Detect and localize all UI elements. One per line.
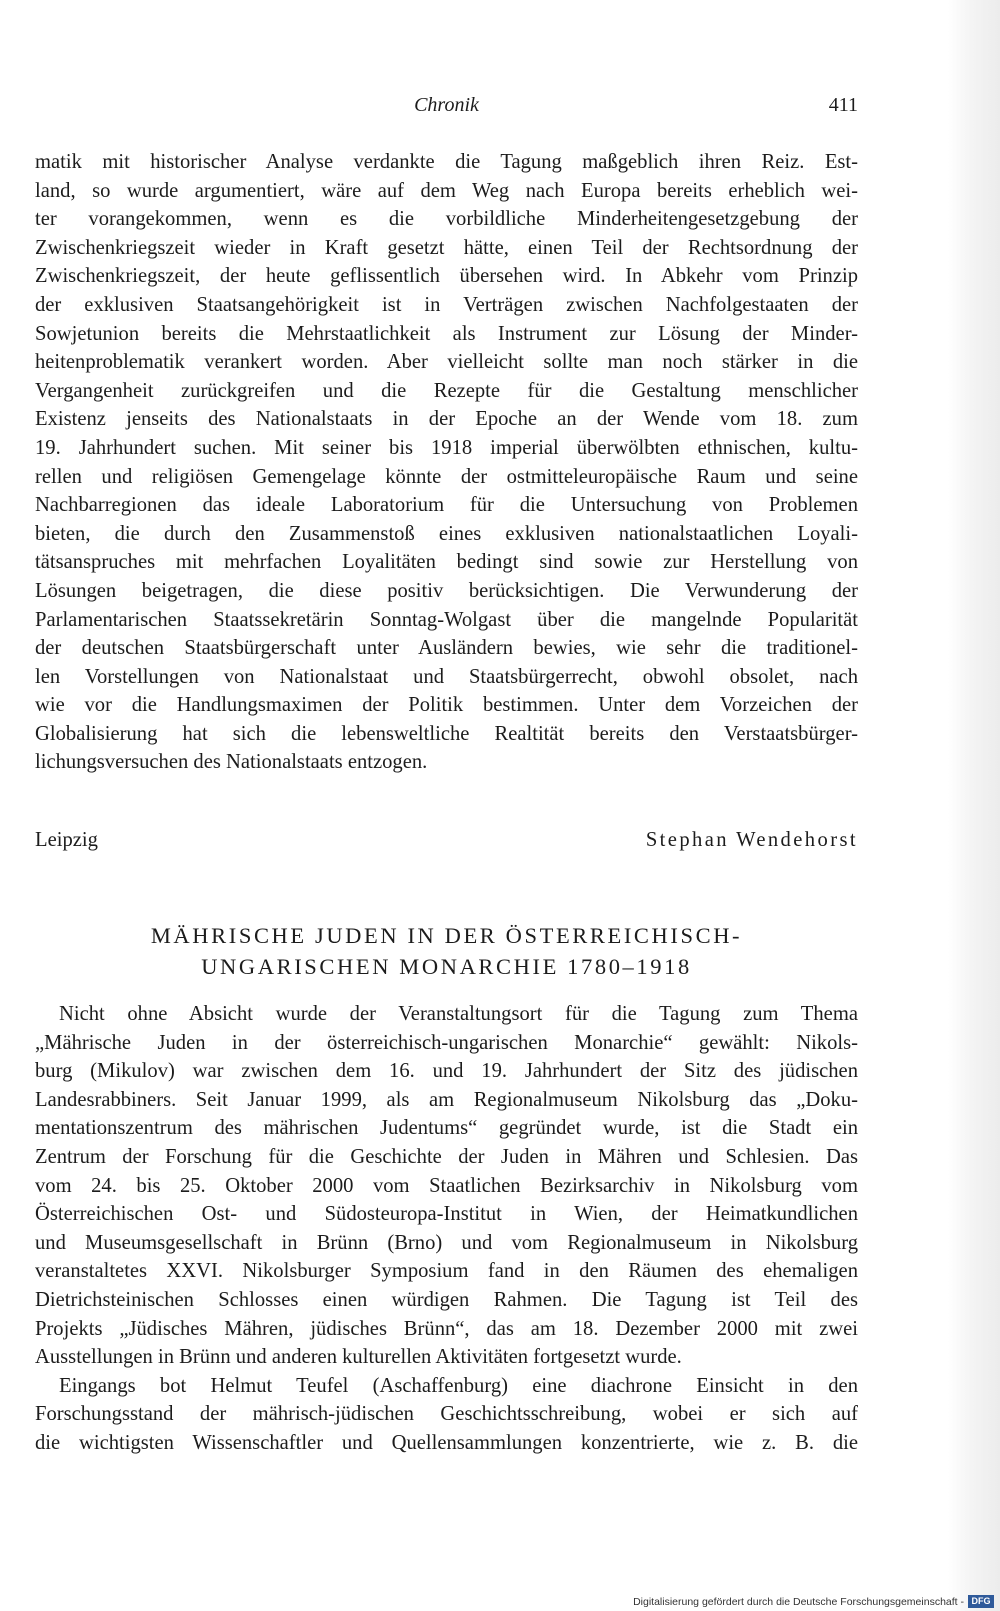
signature-place: Leipzig <box>35 829 98 851</box>
text-line: land, so wurde argumentiert, wäre auf dem Weg nach Europa bereits erheblich wei- <box>35 179 858 202</box>
text-line: Österreichischen Ost- und Südosteuropa-Institut in Wien, der Heimatkundlichen <box>35 1203 858 1226</box>
text-line: bieten, die durch den Zusammenstoß eines exklusiven nationalstaatlichen Loyali- <box>35 522 858 545</box>
text-line: Globalisierung hat sich die lebensweltliche Realtität bereits den Verstaatsbürger- <box>35 722 858 745</box>
text-line: mentationszentrum des mährischen Judentums“ gegründet wurde, ist die Stadt ein <box>35 1117 858 1140</box>
text-line: Zwischenkriegszeit wieder in Kraft gesetzt hätte, einen Teil der Rechtsordnung der <box>35 236 858 259</box>
section-title-line: MÄHRISCHE JUDEN IN DER ÖSTERREICHISCH- <box>150 923 743 948</box>
text-line: vom 24. bis 25. Oktober 2000 vom Staatlichen Bezirksarchiv in Nikolsburg vom <box>35 1174 858 1197</box>
signature-author: Stephan Wendehorst <box>645 829 858 851</box>
dfg-logo: DFG <box>968 1595 994 1608</box>
text-line: Existenz jenseits des Nationalstaats in der Epoche an der Wende vom 18. zum <box>35 408 858 431</box>
section-title <box>35 920 858 982</box>
text-line: heitenproblematik verankert worden. Aber vielleicht sollte man noch stärker in die <box>35 351 858 374</box>
article-signature <box>35 826 858 854</box>
section-title-line: UNGARISCHEN MONARCHIE 1780–1918 <box>201 954 692 979</box>
text-line: „Mährische Juden in der österreichisch-ungarischen Monarchie“ gewählt: Nikols- <box>35 1031 858 1054</box>
text-line: Zwischenkriegszeit, der heute geflissentlich übersehen wird. In Abkehr vom Prinzip <box>35 265 858 288</box>
text-line: Dietrichsteinischen Schlosses einen würdigen Rahmen. Die Tagung ist Teil des <box>35 1288 858 1311</box>
text-line: Sowjetunion bereits die Mehrstaatlichkeit als Instrument zur Lösung der Minder- <box>35 322 858 345</box>
text-line: Eingangs bot Helmut Teufel (Aschaffenburg) eine diachrone Einsicht in den <box>59 1374 858 1397</box>
text-line: tätsanspruches mit mehrfachen Loyalitäten bedingt sind sowie zur Herstellung von <box>35 551 858 574</box>
text-line: matik mit historischer Analyse verdankte die Tagung maßgeblich ihren Reiz. Est- <box>35 151 858 173</box>
text-line: Landesrabbiners. Seit Januar 1999, als am Regionalmuseum Nikolsburg das „Doku- <box>35 1088 858 1111</box>
text-line: Nicht ohne Absicht wurde der Veranstaltungsort für die Tagung zum Thema <box>59 1003 858 1025</box>
continuation-paragraph <box>35 148 858 777</box>
text-line: 19. Jahrhundert suchen. Mit seiner bis 1918 imperial überwölbten ethnischen, kultu- <box>35 436 858 459</box>
text-line: Forschungsstand der mährisch-jüdischen Geschichtsschreibung, wobei er sich auf <box>35 1403 858 1426</box>
page-header <box>35 92 858 122</box>
running-head: Chronik <box>414 94 479 116</box>
text-line: Parlamentarischen Staatssekretärin Sonntag-Wolgast über die mangelnde Popularität <box>35 608 858 631</box>
text-line: ter vorangekommen, wenn es die vorbildliche Minderheitengesetzgebung der <box>35 208 858 231</box>
section-body <box>35 1000 858 1458</box>
text-line: Vergangenheit zurückgreifen und die Rezepte für die Gestaltung menschlicher <box>35 379 858 402</box>
text-line: lichungsversuchen des Nationalstaats entzogen. <box>35 751 428 774</box>
text-line: Ausstellungen in Brünn und anderen kulturellen Aktivitäten fortgesetzt wurde. <box>35 1346 682 1369</box>
text-line: Lösungen beigetragen, die diese positiv berücksichtigen. Die Verwunderung der <box>35 579 858 602</box>
page-number: 411 <box>828 94 858 116</box>
text-line: der deutschen Staatsbürgerschaft unter Ausländern bewies, wie sehr die traditionel- <box>35 637 858 660</box>
scan-edge-shadow <box>948 0 1000 1611</box>
text-line: burg (Mikulov) war zwischen dem 16. und 19. Jahrhundert der Sitz des jüdischen <box>35 1060 858 1083</box>
text-line: Nachbarregionen das ideale Laboratorium für die Untersuchung von Problemen <box>35 494 858 517</box>
text-line: wie vor die Handlungsmaximen der Politik bestimmen. Unter dem Vorzeichen der <box>35 694 858 717</box>
text-line: die wichtigsten Wissenschaftler und Quellensammlungen konzentrierte, wie z. B. die <box>35 1431 858 1454</box>
text-line: rellen und religiösen Gemengelage könnte der ostmitteleuropäische Raum und seine <box>35 465 858 488</box>
text-line: der exklusiven Staatsangehörigkeit ist in Verträgen zwischen Nachfolgestaaten der <box>35 293 858 316</box>
text-line: Zentrum der Forschung für die Geschichte der Juden in Mähren und Schlesien. Das <box>35 1145 858 1168</box>
digitization-credit: Digitalisierung gefördert durch die Deutsche Forschungsgemeinschaft - <box>633 1596 964 1608</box>
text-line: und Museumsgesellschaft in Brünn (Brno) und vom Regionalmuseum in Nikolsburg <box>35 1231 858 1254</box>
text-line: len Vorstellungen von Nationalstaat und Staatsbürgerrecht, obwohl obsolet, nach <box>35 665 858 688</box>
text-line: veranstaltetes XXVI. Nikolsburger Symposium fand in den Räumen des ehemaligen <box>35 1260 858 1283</box>
text-line: Projekts „Jüdisches Mähren, jüdisches Brünn“, das am 18. Dezember 2000 mit zwei <box>35 1317 858 1340</box>
